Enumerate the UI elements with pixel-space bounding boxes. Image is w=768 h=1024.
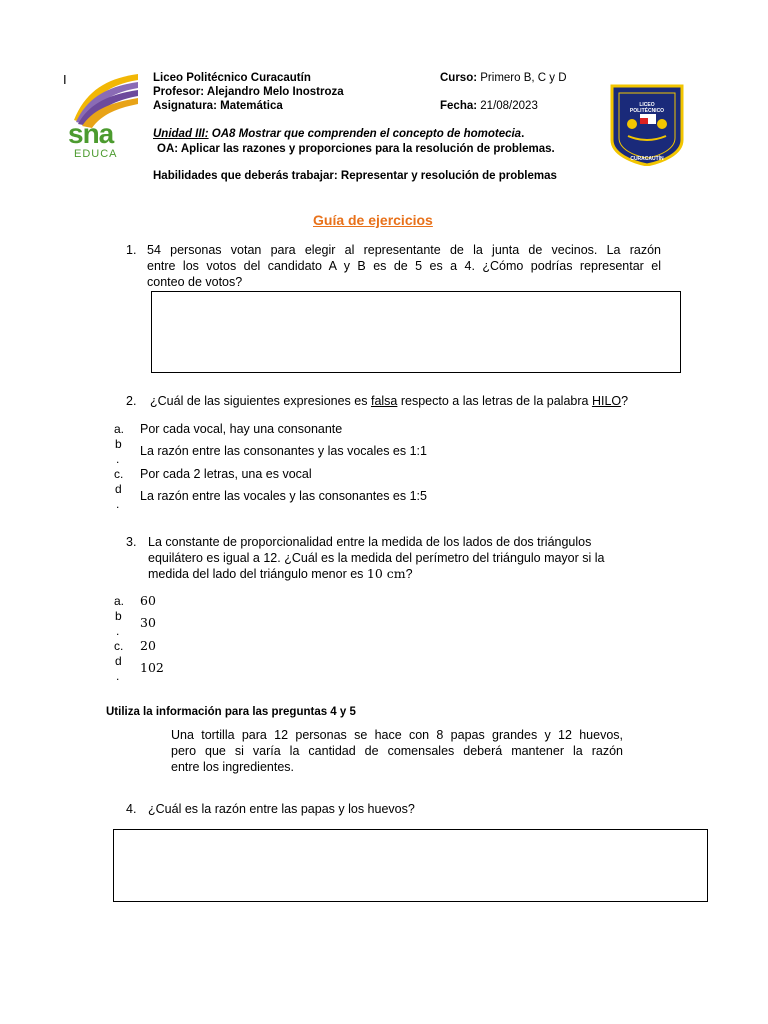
q2-text-after: ? [621,394,629,408]
crest-bottom-text: CURACAUTÍN [630,156,664,162]
q2-option-b: La razón entre las consonantes y las vocales es 1:1 [140,444,427,458]
q2-letter-a: a. [114,422,125,436]
q1-line-2: entre los votos del candidato A y B es de 5 es a 4. ¿Cómo podrías representar el [147,259,661,273]
q1-line-3: conteo de votos? [147,275,243,289]
q3-letter-d-dot: . [116,669,120,683]
school-name: Liceo Politécnico Curacautín [153,72,311,84]
q3-option-c: 20 [140,638,156,653]
q3-line-1: La constante de proporcionalidad entre la medida de los lados de dos triángulos [148,535,592,549]
q1-line-1: 54 personas votan para elegir al representante de la junta de vecinos. La razón [147,243,661,257]
q3-line-3-c: ? [405,567,413,581]
info-line-2: pero que si varía la cantidad de comensales deberá mantener la razón [171,744,623,758]
q2-letter-b-dot: . [116,452,120,466]
q3-line-3-a: medida del lado del triángulo menor es [148,567,367,581]
q2-letter-c: c. [114,467,124,481]
q2-letter-d: d [115,482,122,496]
q3-option-b: 30 [140,615,156,630]
date-line [440,100,538,112]
teacher-label: Profesor: [153,86,205,98]
q3-letter-a: a. [114,594,125,608]
q2-falsa: falsa [370,394,398,408]
q2-option-a: Por cada vocal, hay una consonante [140,422,343,436]
sna-educa-logo [68,60,140,160]
educa-logo-text: EDUCA [74,148,118,160]
date-value: 21/08/2023 [480,100,538,112]
subject-label: Asignatura: [153,100,217,112]
q3-line-3-b: 10 cm [366,566,406,581]
q3-option-a: 60 [140,593,156,608]
q3-letter-b-dot: . [116,624,120,638]
q1-text [147,242,661,290]
date-label: Fecha: [440,100,478,112]
q2-text-middle: respecto a las letras de la palabra [397,394,592,408]
q4-number: 4. [126,802,137,816]
q2-option-d: La razón entre las vocales y las consonantes es 1:5 [140,489,427,503]
course-value: Primero B, C y D [480,72,567,84]
q3-line-3 [148,566,668,582]
q3-letter-b: b [115,609,122,623]
crest-top-text: LICEO POLITÉCNICO [629,102,665,114]
info-line-1: Una tortilla para 12 personas se hace con 8 papas grandes y 12 huevos, [171,728,623,742]
q2-number: 2. [126,394,137,408]
unit-text: OA8 Mostrar que comprenden el concepto de homotecia [211,128,522,140]
q2-letter-d-dot: . [116,497,120,511]
q2-text [150,393,628,409]
school-crest-logo [610,84,684,166]
unit-objective [153,128,524,140]
unit-dot: . [521,128,525,140]
q3-letter-d: d [115,654,122,668]
q2-option-c: Por cada 2 letras, una es vocal [140,467,312,481]
oa-objective: OA: Aplicar las razones y proporciones para la resolución de problemas. [157,143,555,155]
q3-line-2: equilátero es igual a 12. ¿Cuál es la medida del perímetro del triángulo mayor si la [148,551,605,565]
teacher-line [153,86,344,98]
q3-text [148,534,668,582]
course-label: Curso: [440,72,478,84]
q3-number: 3. [126,535,137,549]
q4-text: ¿Cuál es la razón entre las papas y los huevos? [148,802,415,816]
teacher-name: Alejandro Melo Inostroza [206,86,344,98]
shield-crest-icon [610,84,684,166]
q1-number: 1. [126,243,137,257]
q4-answer-box[interactable] [113,829,708,902]
margin-marker: I [63,72,67,87]
guide-title: Guía de ejercicios [313,212,433,228]
q3-option-d: 102 [140,660,164,675]
q1-answer-box[interactable] [151,291,681,373]
q3-letter-c: c. [114,639,124,653]
info-heading: Utiliza la información para las preguntas 4 y 5 [106,706,356,718]
sna-logo-text: sna [68,118,114,149]
q2-text-before: ¿Cuál de las siguientes expresiones es [150,394,371,408]
unit-label: Unidad III: [153,128,209,140]
info-line-3: entre los ingredientes. [171,760,294,774]
q2-hilo: HILO [591,394,622,408]
info-text [171,727,623,775]
subject-name: Matemática [220,100,283,112]
skills-line: Habilidades que deberás trabajar: Representar y resolución de problemas [153,170,557,182]
course-line [440,72,567,84]
q2-letter-b: b [115,437,122,451]
subject-line [153,100,283,112]
